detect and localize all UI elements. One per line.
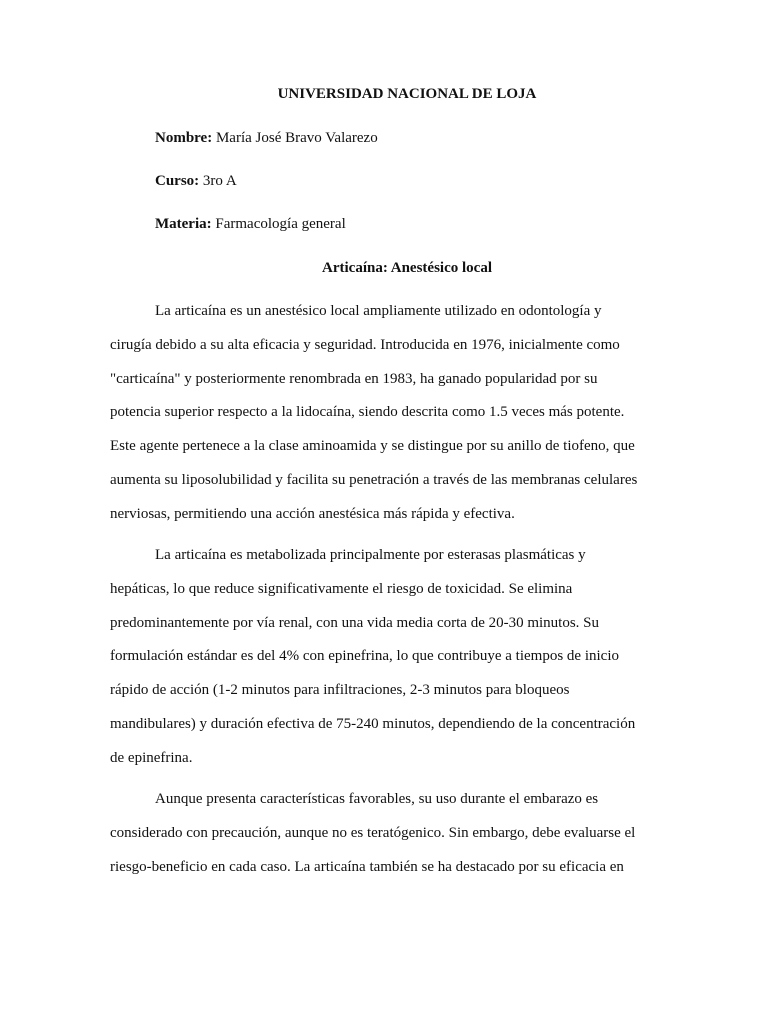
curso-label: Curso:	[155, 173, 200, 189]
nombre-value: María José Bravo Valarezo	[215, 130, 378, 146]
paragraph-1: La articaína es un anestésico local ampliamente utilizado en odontología y cirugía debido a su alta eficacia y seguridad. Introducida en 1976, inicialmente como "carticaína" y posteriormente renombrada en 1983, ha ganado popularidad por su potencia superior respecto a la lidocaína, siendo descrita como 1.5 veces más potente. Este agente pertenece a la clase aminoamida y se distingue por su anillo de tiofeno, que aumenta su liposolubilidad y facilita su penetración a través de las membranas celulares nerviosas, permitiendo una acción anestésica más rápida y efectiva.	[110, 303, 638, 522]
materia-label: Materia:	[155, 216, 212, 232]
field-curso	[155, 171, 237, 191]
curso-value: 3ro A	[202, 173, 237, 189]
field-materia	[155, 214, 346, 234]
field-nombre	[155, 128, 378, 148]
university-title: UNIVERSIDAD NACIONAL DE LOJA	[277, 86, 537, 102]
paragraph-2: La articaína es metabolizada principalmente por esterasas plasmáticas y hepáticas, lo que reduce significativamente el riesgo de toxicidad. Se elimina predominantemente por vía renal, con una vida media corta de 20-30 minutos. Su formulación estándar es del 4% con epinefrina, lo que contribuye a tiempos de inicio rápido de acción (1-2 minutos para infiltraciones, 2-3 minutos para bloqueos mandibulares) y duración efectiva de 75-240 minutos, dependiendo de la concentración de epinefrina.	[110, 547, 636, 766]
nombre-label: Nombre:	[155, 130, 213, 146]
materia-value: Farmacología general	[215, 216, 346, 232]
paragraph-3: Aunque presenta características favorables, su uso durante el embarazo es considerado con precaución, aunque no es teratógenico. Sin embargo, debe evaluarse el riesgo-beneficio en cada caso. La articaína también se ha destacado por su eficacia en	[110, 791, 636, 875]
topic-title: Articaína: Anestésico local	[322, 260, 492, 276]
